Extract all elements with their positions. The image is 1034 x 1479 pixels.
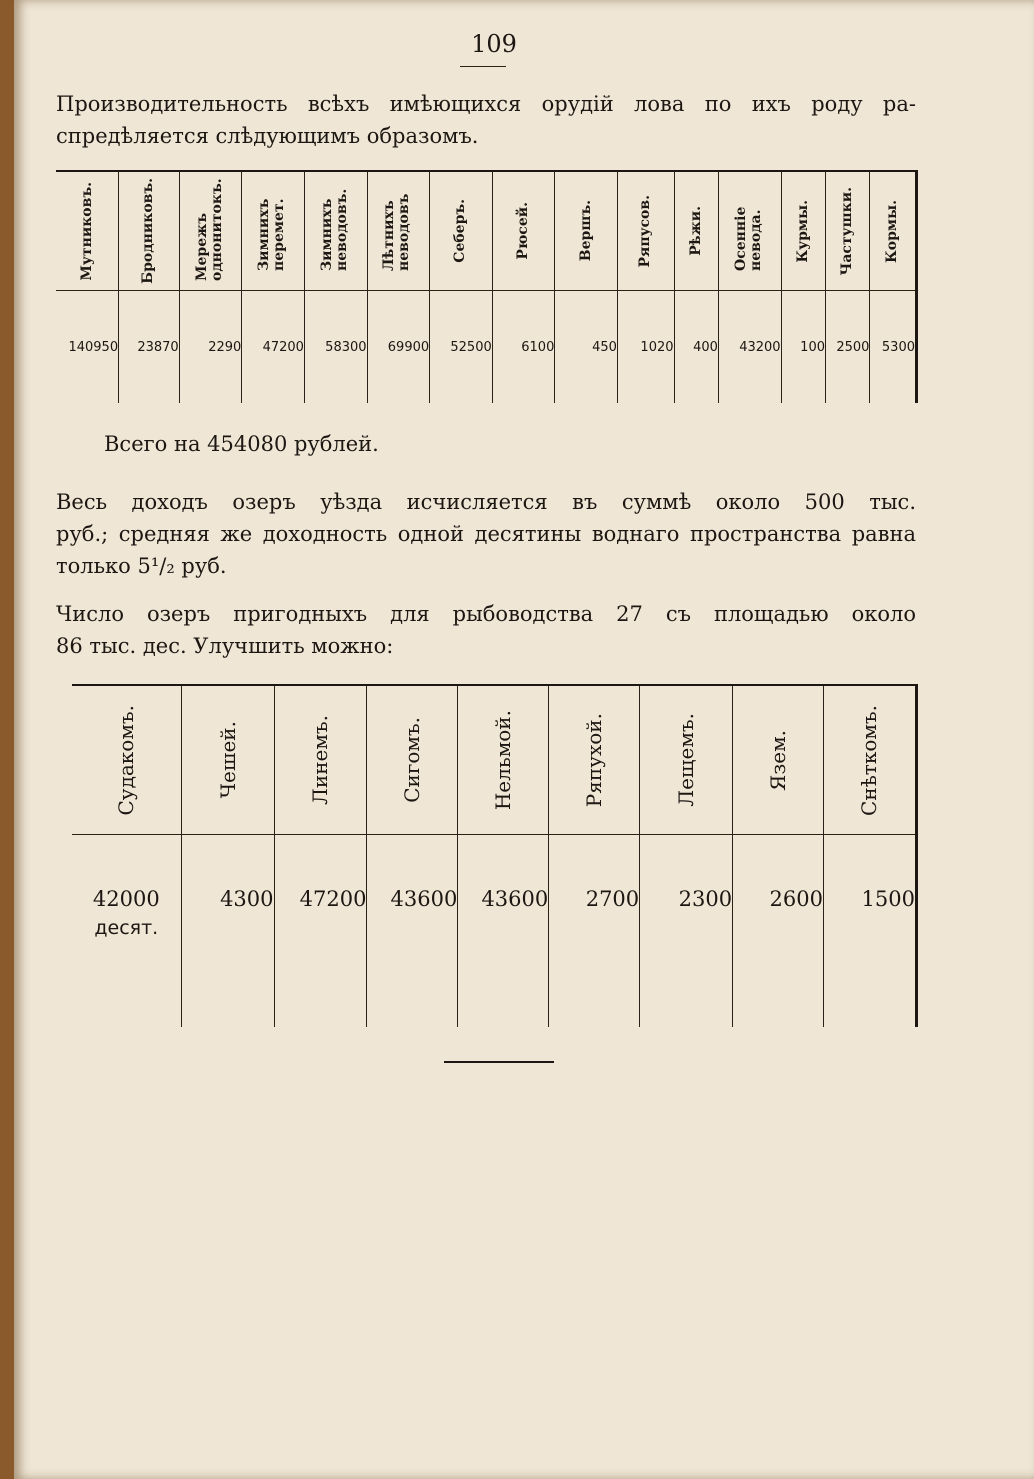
fish-header-label: Чешей. <box>215 721 240 799</box>
gear-value-cell: 400 <box>674 291 718 404</box>
gear-header-cell <box>367 171 430 291</box>
gear-value-cell: 52500 <box>430 291 493 404</box>
gear-header-label: Лѣтнихъ неводовъ <box>381 193 413 271</box>
book-page <box>14 0 1034 1479</box>
fish-header-label: Снѣткомъ. <box>857 704 882 816</box>
gear-header-cell <box>870 171 917 291</box>
fish-header-cell <box>458 685 549 835</box>
fish-value-cell: 43600 <box>458 835 549 1028</box>
gear-header-cell <box>430 171 493 291</box>
fish-value: 42000 <box>92 887 160 911</box>
gear-value-cell: 69900 <box>367 291 430 404</box>
gear-header-cell <box>617 171 674 291</box>
income-line-1: Весь доходъ озеръ уѣзда исчисляется въ суммѣ около 500 тыс. <box>56 490 916 514</box>
fish-header-label: Судакомъ. <box>114 704 139 816</box>
gear-header-label: Кормы. <box>884 199 901 263</box>
gear-header-label: Мережъ однонитокъ. <box>193 178 225 281</box>
gear-value-cell: 47200 <box>242 291 305 404</box>
page-number-rule <box>460 66 506 67</box>
gear-value-cell: 58300 <box>304 291 367 404</box>
gear-header-label: Рѣжи. <box>687 206 704 256</box>
end-rule <box>444 1061 554 1063</box>
gear-header-label: Себеръ. <box>452 199 469 263</box>
gear-value-cell: 140950 <box>68 339 119 355</box>
fish-value-row <box>72 835 917 1028</box>
gear-header-label: Осенніе невода. <box>732 206 764 271</box>
gear-header-label: Рюсей. <box>515 202 532 260</box>
fish-header-row <box>72 685 917 835</box>
fish-header-label: Сигомъ. <box>400 717 425 803</box>
fish-header-label: Ряпухой. <box>582 712 607 808</box>
fish-header-cell <box>640 685 733 835</box>
gear-header-row <box>56 171 917 291</box>
fish-value-cell: 47200 <box>274 835 367 1028</box>
intro-paragraph <box>56 88 916 152</box>
gear-value-cell: 5300 <box>870 291 917 404</box>
fish-improvement-table <box>72 684 918 1027</box>
fish-header-cell <box>367 685 458 835</box>
gear-header-cell <box>492 171 555 291</box>
fish-header-label: Лещемъ. <box>674 713 699 807</box>
fish-value-cell: 2700 <box>549 835 640 1028</box>
total-line: Всего на 454080 рублей. <box>104 432 379 456</box>
fish-header-label: Язем. <box>766 729 791 791</box>
fish-header-cell <box>181 685 274 835</box>
total-paragraph <box>104 428 379 460</box>
gear-value-cell: 23870 <box>119 291 180 404</box>
fish-value-cell: 2600 <box>733 835 824 1028</box>
gear-header-label: Курмы. <box>794 199 811 263</box>
income-line-3: только 5¹/₂ руб. <box>56 554 227 578</box>
gear-header-cell <box>555 171 618 291</box>
fish-header-label: Нельмой. <box>491 709 516 811</box>
gear-header-cell <box>781 171 825 291</box>
gear-header-cell <box>674 171 718 291</box>
gear-header-cell <box>119 171 180 291</box>
fishing-gear-table <box>56 170 918 403</box>
intro-line-2: спредѣляется слѣдующимъ образомъ. <box>56 124 479 148</box>
gear-value-row <box>56 291 917 404</box>
gear-header-cell <box>718 171 781 291</box>
lakes-paragraph <box>56 598 916 662</box>
gear-header-label: Ряпусов. <box>637 194 654 268</box>
fish-value-cell <box>72 835 181 1028</box>
gear-header-label: Мутниковъ. <box>78 181 95 281</box>
fish-header-label: Линемъ. <box>308 715 333 805</box>
gear-header-cell <box>242 171 305 291</box>
fish-value-cell: 1500 <box>823 835 916 1028</box>
gear-header-cell <box>56 171 119 291</box>
gear-value-cell: 2290 <box>179 291 242 404</box>
gear-header-cell <box>826 171 870 291</box>
income-paragraph <box>56 486 916 582</box>
lakes-line-2: 86 тыс. дес. Улучшить можно: <box>56 634 394 658</box>
gear-value-cell: 100 <box>781 291 825 404</box>
gear-header-cell <box>304 171 367 291</box>
fish-header-cell <box>274 685 367 835</box>
gear-header-label: Бродниковъ. <box>140 178 157 284</box>
fish-header-cell <box>733 685 824 835</box>
gear-value-cell: 43200 <box>718 291 781 404</box>
income-line-2: руб.; средняя же доходность одной десятины воднаго пространства равна <box>56 522 916 546</box>
gear-header-label: Зимнихъ неводовъ. <box>318 188 350 271</box>
fish-value-cell: 2300 <box>640 835 733 1028</box>
fish-unit: десят. <box>94 917 159 939</box>
gear-value-cell: 1020 <box>617 291 674 404</box>
fish-value-cell: 43600 <box>367 835 458 1028</box>
fish-value-cell: 4300 <box>181 835 274 1028</box>
fish-header-cell <box>72 685 181 835</box>
gear-header-cell <box>179 171 242 291</box>
fish-header-cell <box>549 685 640 835</box>
fish-header-cell <box>823 685 916 835</box>
gear-header-label: Вершъ. <box>577 200 594 262</box>
gear-value-cell: 6100 <box>492 291 555 404</box>
gear-header-label: Зимнихъ перемет. <box>256 198 288 271</box>
gear-value-cell: 450 <box>555 291 618 404</box>
page-number: 109 <box>471 30 517 58</box>
lakes-line-1: Число озеръ пригодныхъ для рыбоводства 27 съ площадью около <box>56 602 916 626</box>
gear-value-cell: 2500 <box>826 291 870 404</box>
intro-line-1: Производительность всѣхъ имѣющихся орудій лова по ихъ роду ра- <box>56 92 916 116</box>
gear-header-label: Частушки. <box>839 186 856 276</box>
